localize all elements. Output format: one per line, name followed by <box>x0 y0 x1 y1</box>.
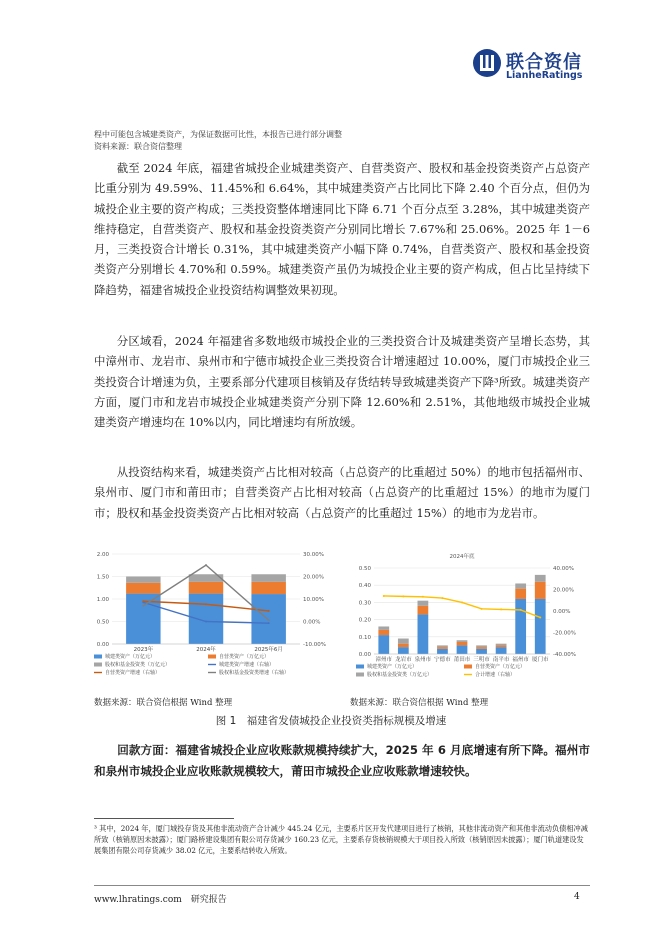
legend-swatch <box>208 655 216 659</box>
growth-point <box>268 622 270 624</box>
footnote-divider <box>94 818 234 819</box>
growth-point <box>205 621 207 623</box>
bar-segment <box>535 575 546 582</box>
growth-point <box>441 597 443 599</box>
logo-name-en: LianheRatings <box>506 70 583 81</box>
intro-note-line: 程中可能包含城建类资产，为保证数据可比性，本报告已进行部分调整 <box>94 130 342 139</box>
left-axis-tick: 1.00 <box>96 597 109 603</box>
x-axis-label: 福州市 <box>512 657 529 663</box>
legend-label: 合计增速（右轴） <box>475 672 516 678</box>
growth-point <box>142 605 144 607</box>
growth-point <box>268 619 270 621</box>
figure-caption: 图 1 福建省发债城投企业投资类指标规模及增速 <box>215 715 447 727</box>
growth-point <box>520 609 522 611</box>
bar-segment <box>535 582 546 599</box>
right-axis-tick: 20.00% <box>303 574 324 581</box>
bar-segment <box>457 640 468 642</box>
bar-segment <box>515 589 526 599</box>
paragraph-asset-structure: 截至 2024 年底，福建省城投企业城建类资产、自营类资产、股权和基金投资类资产占总资产比重分别为 49.59%、11.45%和 6.64%，其中城建类资产占比同比下降 2.40 个百分点，但仍为城投企业主要的资产构成；三类投资整体增速同比下降 6.71 个百分点至 3.28%，其中城建类资产维持稳定，自营类资产、股权和基金投资类资产分别同比增长 7.67%和 25.06%。2025 年 1－6 月，三类投资合计增长 0.31%，其中城建类资产小幅下降 0.74%，自营类资产、股权和基金投资类资产分别增长 4.70%和 0.59%。城建类资产虽仍为城投企业主要的资产构成，但占比呈持续下降趋势，福建省城投企业投资结构调整效果初现。 <box>94 161 590 297</box>
paragraph-receivables: 回款方面：福建省城投企业应收账款规模持续扩大，2025 年 6 月底增速有所下降。福州市和泉州市城投企业应收账款规模较大，莆田市城投企业应收账款增速较快。 <box>94 743 590 778</box>
growth-point <box>481 608 483 610</box>
legend-label: 城建类资产增速（右轴） <box>219 662 275 668</box>
growth-point <box>205 603 207 605</box>
legend-swatch <box>356 665 364 669</box>
x-axis-label: 2023年 <box>133 647 154 653</box>
bar-segment <box>251 594 285 644</box>
bar-segment <box>457 645 468 654</box>
x-axis-label: 2025年6月 <box>254 647 283 653</box>
bar-segment <box>418 601 429 606</box>
chart-regional-2024 <box>350 548 590 694</box>
x-axis-label: 漳州市 <box>375 657 393 663</box>
footnote-3: ³ 其中，2024 年，厦门城投存货及其他非流动资产合计减少 445.24 亿元，主要系片区开发代建项目进行了核销，其他非流动资产和其他非流动负债相冲减所致（核销原因未披露）；厦门路桥建设集团有限公司存货减少 160.23 亿元，主要系存货核销规模大于项目投入所致（核销原因未披露）；厦门轨道建设发展集团有限公司存货减少 38.02 亿元，主要系结转收入所致。 <box>94 824 588 855</box>
paragraph-regional: 分区域看，2024 年福建省多数地级市城投企业的三类投资合计及城建类资产呈增长态势，其中漳州市、龙岩市、泉州市和宁德市城投企业三类投资合计增速超过 10.00%，厦门市城投企业三类投资合计增速为负，主要系部分代建项目核销及存货结转导致城建类资产下降³所致。城建类资产方面，厦门市和龙岩市城投企业城建类资产分别下降 12.60%和 2.51%，其他地级市城投企业城建类资产增速均在 10%以内，同比增速均有所放缓。 <box>94 334 590 430</box>
bar-segment <box>378 626 389 629</box>
right-axis-tick: 20.00% <box>553 587 574 594</box>
bar-segment <box>398 644 409 647</box>
bar-segment <box>378 630 389 635</box>
growth-point <box>500 608 502 610</box>
left-axis-tick: 1.50 <box>96 574 109 581</box>
left-axis-tick: 0.20 <box>358 617 371 624</box>
left-axis-tick: 0.50 <box>96 619 109 626</box>
bar-segment <box>437 647 448 649</box>
legend-label: 城建类资产（万亿元） <box>367 664 418 670</box>
legend-swatch <box>356 673 364 677</box>
bar-segment <box>398 639 409 644</box>
bar-segment <box>496 645 507 647</box>
legend-swatch <box>94 663 102 667</box>
right-axis-tick: -20.00% <box>553 630 576 637</box>
bar-segment <box>535 599 546 654</box>
bar-segment <box>515 599 526 654</box>
footer-site: www.lhratings.com 研究报告 <box>94 895 227 905</box>
legend-swatch <box>464 665 472 669</box>
growth-point <box>268 610 270 612</box>
legend-label: 股权和基金投资类（万亿元） <box>105 662 171 668</box>
x-axis-label: 厦门市 <box>531 657 549 663</box>
legend-label: 自营类资产增速（右轴） <box>105 670 161 676</box>
left-axis-tick: 2.00 <box>96 552 109 558</box>
legend-label: 股权和基金投资类（万亿元） <box>367 672 433 678</box>
intro-note-source: 资料来源：联合资信整理 <box>94 142 182 151</box>
footer-divider <box>94 885 590 886</box>
bar-segment <box>437 645 448 647</box>
bar-segment <box>476 649 487 654</box>
legend-label: 股权和基金投资类增速（右轴） <box>219 670 290 676</box>
growth-point <box>539 616 541 618</box>
legend-label: 自营类资产（万亿元） <box>219 654 270 660</box>
bar-segment <box>457 642 468 645</box>
growth-point <box>383 595 385 597</box>
x-axis-label: 三明市 <box>473 657 490 663</box>
legend-label: 城建类资产（万亿元） <box>105 654 156 660</box>
chart-investment-trend <box>90 548 346 694</box>
bar-segment <box>126 577 160 583</box>
lianhe-logo-icon <box>472 48 502 78</box>
bar-segment <box>476 647 487 649</box>
bar-segment <box>418 606 429 615</box>
company-logo <box>472 48 592 88</box>
bar-segment <box>251 582 285 594</box>
bar-segment <box>418 614 429 654</box>
page-number: 4 <box>574 892 580 902</box>
bar-segment <box>437 649 448 654</box>
paragraph-investment-structure: 从投资结构来看，城建类资产占比相对较高（占总资产的比重超过 50%）的地市包括福州市、泉州市、厦门市和莆田市；自营类资产占比相对较高（占总资产的比重超过 15%）的地市为厦门市；股权和基金投资类资产占比相对较高（占总资产的比重超过 15%）的地市为龙岩市。 <box>94 465 590 520</box>
right-axis-tick: 0.00% <box>303 619 321 626</box>
bar-segment <box>476 645 487 647</box>
chart-title: 2024年底 <box>449 554 475 560</box>
right-axis-tick: 0.00% <box>553 609 571 615</box>
right-axis-tick: -10.00% <box>303 642 326 648</box>
x-axis-label: 泉州市 <box>414 657 432 663</box>
bar-segment <box>496 644 507 646</box>
right-axis-tick: 10.00% <box>303 597 324 603</box>
left-axis-tick: 0.10 <box>358 634 371 641</box>
bar-segment <box>126 583 160 594</box>
growth-point <box>402 595 404 597</box>
left-axis-tick: 0.50 <box>358 566 371 572</box>
bar-segment <box>189 594 223 644</box>
bar-segment <box>515 583 526 588</box>
logo-name-cn: 联合资信 <box>506 52 582 73</box>
bar-segment <box>378 635 389 654</box>
left-axis-tick: 0.00 <box>96 642 109 648</box>
x-axis-label: 2024年 <box>196 647 216 653</box>
growth-point <box>461 601 463 603</box>
legend-swatch <box>94 655 102 659</box>
bar-segment <box>398 647 409 654</box>
chart-source-left: 数据来源：联合资信根据 Wind 整理 <box>94 698 233 708</box>
bar-segment <box>251 574 285 582</box>
left-axis-tick: 0.40 <box>358 583 371 590</box>
left-axis-tick: 0.30 <box>358 600 371 607</box>
x-axis-label: 宁德市 <box>434 657 451 663</box>
right-axis-tick: 30.00% <box>303 552 324 558</box>
right-axis-tick: -40.00% <box>553 652 576 658</box>
right-axis-tick: 40.00% <box>553 566 574 572</box>
growth-point <box>422 596 424 598</box>
growth-point <box>142 600 144 602</box>
bar-segment <box>496 647 507 654</box>
left-axis-tick: 0.00 <box>358 652 371 658</box>
x-axis-label: 莆田市 <box>453 657 471 663</box>
growth-point <box>205 564 207 566</box>
x-axis-label: 南平市 <box>492 657 510 663</box>
x-axis-label: 龙岩市 <box>395 657 412 663</box>
chart-source-right: 数据来源：联合资信根据 Wind 整理 <box>350 698 489 708</box>
bar-segment <box>189 582 223 594</box>
legend-label: 自营类资产（万亿元） <box>475 664 526 670</box>
